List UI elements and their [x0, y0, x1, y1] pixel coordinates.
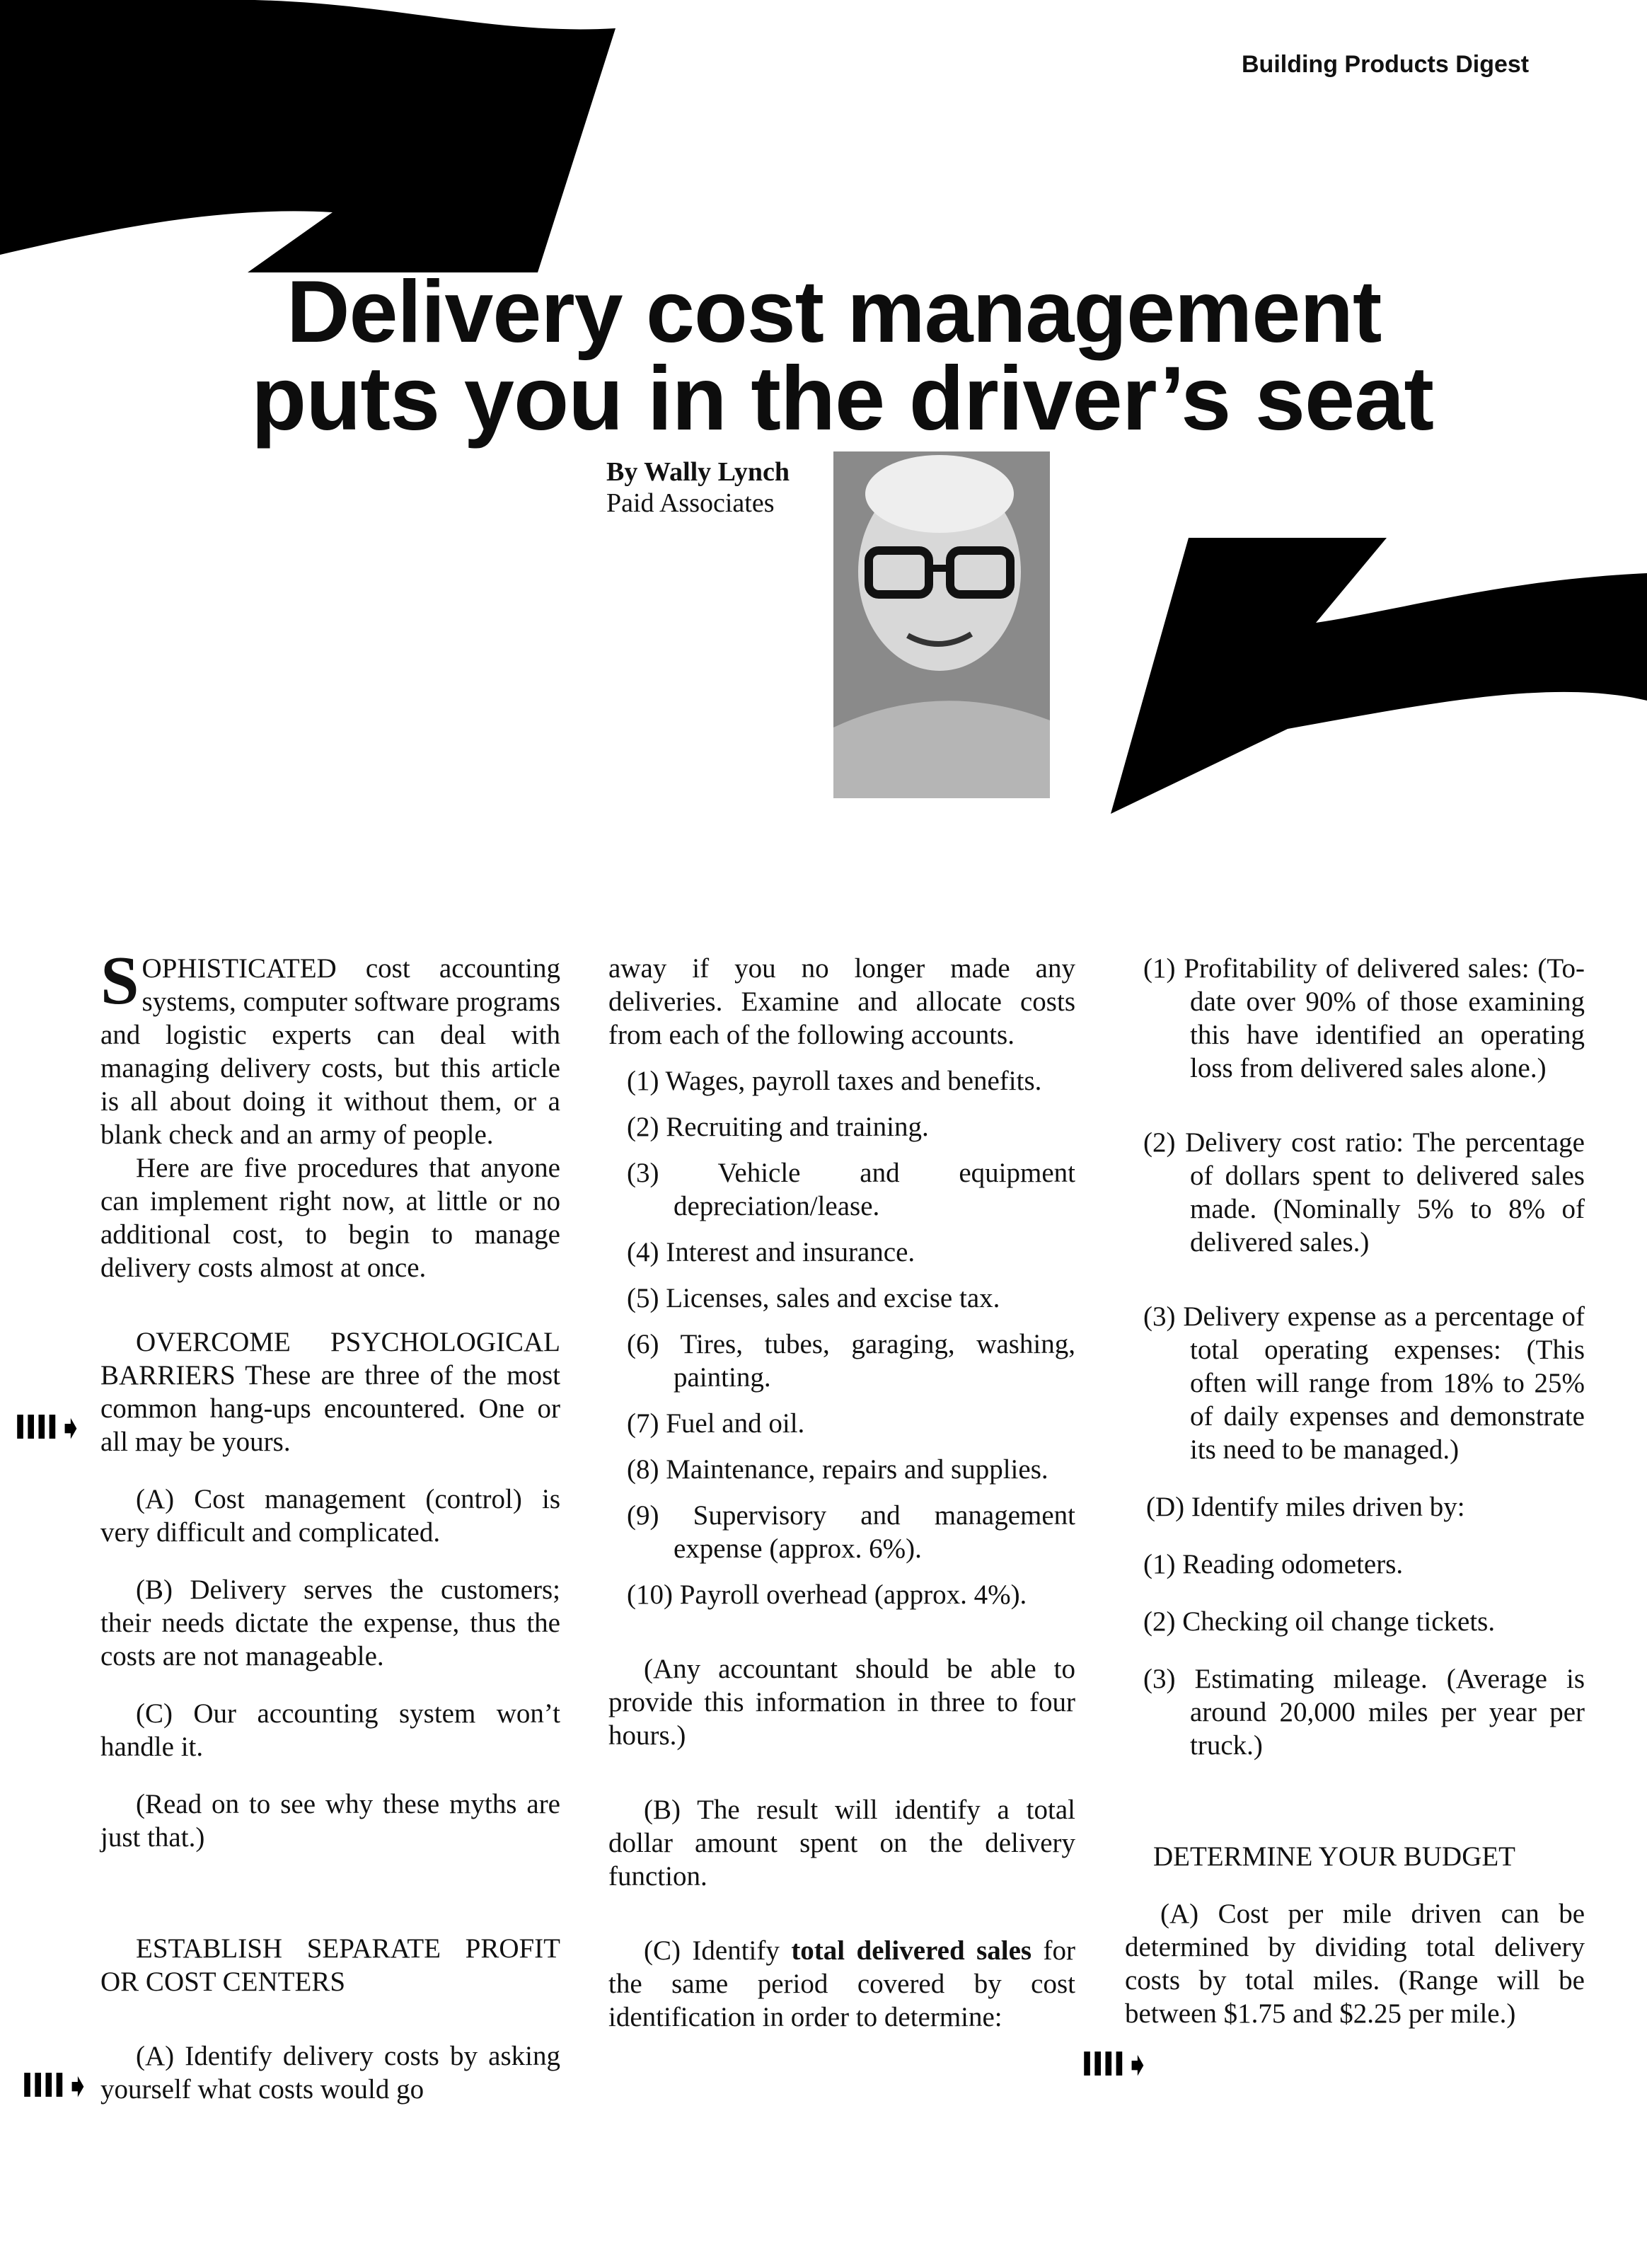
arrow-bullet-icon: IIII➧ — [21, 2066, 91, 2105]
list-item: (1) Profitability of delivered sales: (To-date over 90% of those examining this have identified an operating loss from delivered sales alone.) — [1143, 953, 1585, 1083]
paragraph: Here are five procedures that anyone can implement right now, at little or no additional cost, to begin to manage delivery costs almost at once. — [100, 1153, 560, 1283]
publication-name: Building Products Digest — [1242, 51, 1530, 78]
list-item: (C) Our accounting system won’t handle it. — [100, 1698, 560, 1762]
arrow-bullet-icon: IIII➧ — [14, 1408, 83, 1446]
list-item: (A) Cost per mile driven can be determined by dividing total delivery costs by total miles. (Range will be between $1.75 and $2.25 per mile.) — [1125, 1899, 1585, 2029]
list-item: (A) Cost management (control) is very difficult and complicated. — [100, 1484, 560, 1548]
arrow-bullet-icon: IIII➧ — [1081, 2045, 1150, 2083]
column-3 — [1125, 952, 1585, 2030]
right-arrow-graphic — [1104, 538, 1647, 821]
list-item: (6) Tires, tubes, garaging, washing, painting. — [627, 1329, 1075, 1393]
column-2 — [608, 952, 1075, 2034]
text-span: for the same period covered by cost identification in order to determine: — [608, 1935, 1075, 2032]
paragraph: (Read on to see why these myths are just that.) — [100, 1789, 560, 1853]
author-portrait — [833, 451, 1050, 798]
headline-line-2: puts you in the driver’s seat — [251, 348, 1433, 449]
section-profit-centers: ESTABLISH SEPARATE PROFIT OR COST CENTERS — [100, 1933, 560, 1997]
author-affiliation: Paid Associates — [606, 488, 775, 518]
byline — [606, 456, 790, 519]
list-item: (9) Supervisory and management expense (approx. 6%). — [627, 1500, 1075, 1564]
list-item: (10) Payroll overhead (approx. 4%). — [627, 1579, 1027, 1610]
list-item: (8) Maintenance, repairs and supplies. — [627, 1454, 1048, 1485]
list-item: (5) Licenses, sales and excise tax. — [627, 1283, 1000, 1313]
list-item: (2) Recruiting and training. — [627, 1112, 929, 1142]
bold-term: total delivered sales — [791, 1935, 1032, 1966]
headline-line-1: Delivery cost management — [287, 263, 1382, 361]
list-item: (3) Vehicle and equipment depreciation/lease. — [627, 1158, 1075, 1221]
list-item: (B) Delivery serves the customers; their needs dictate the expense, thus the costs are not manageable. — [100, 1575, 560, 1671]
list-item: (1) Reading odometers. — [1143, 1549, 1404, 1579]
column-1 — [100, 943, 560, 2106]
list-item: (A) Identify delivery costs by asking yourself what costs would go — [100, 2041, 560, 2105]
text-span: (C) Identify — [644, 1935, 792, 1966]
list-item: (7) Fuel and oil. — [627, 1408, 805, 1439]
paragraph — [608, 1934, 1075, 2034]
list-item: (2) Delivery cost ratio: The percentage of dollars spent to delivered sales made. (Nominally 5% to 8% of delivered sales.) — [1143, 1127, 1585, 1257]
paragraph: (Any accountant should be able to provide this information in three to four hours.) — [608, 1654, 1075, 1751]
list-item: (D) Identify miles driven by: — [1146, 1492, 1465, 1522]
section-psychological-barriers: OVERCOME PSYCHOLOGICAL BARRIERS These are three of the most common hang-ups encountered. One or all may be yours. — [100, 1327, 560, 1457]
list-item: (4) Interest and insurance. — [627, 1237, 915, 1267]
list-item: (2) Checking oil change tickets. — [1143, 1606, 1496, 1637]
drop-cap: S — [100, 943, 139, 1019]
list-item: (3) Delivery expense as a percentage of total operating expenses: (This often will range from 18% to 25% of daily expenses and demonstrate its need to be managed.) — [1143, 1301, 1585, 1465]
top-left-arrow-graphic — [0, 0, 637, 283]
list-item: (3) Estimating mileage. (Average is around 20,000 miles per year per truck.) — [1143, 1664, 1585, 1761]
paragraph: away if you no longer made any deliveries. Examine and allocate costs from each of the following accounts. — [608, 953, 1075, 1050]
intro-paragraph: OPHISTICATED cost accounting systems, computer software programs and logistic experts can deal with managing delivery costs, but this article is all about doing it without them, or a blank check and an army of people. — [100, 953, 560, 1150]
author-name: By Wally Lynch — [606, 457, 790, 487]
section-budget: DETERMINE YOUR BUDGET — [1153, 1841, 1516, 1872]
paragraph: (B) The result will identify a total dollar amount spent on the delivery function. — [608, 1795, 1075, 1892]
list-item: (1) Wages, payroll taxes and benefits. — [627, 1066, 1042, 1096]
